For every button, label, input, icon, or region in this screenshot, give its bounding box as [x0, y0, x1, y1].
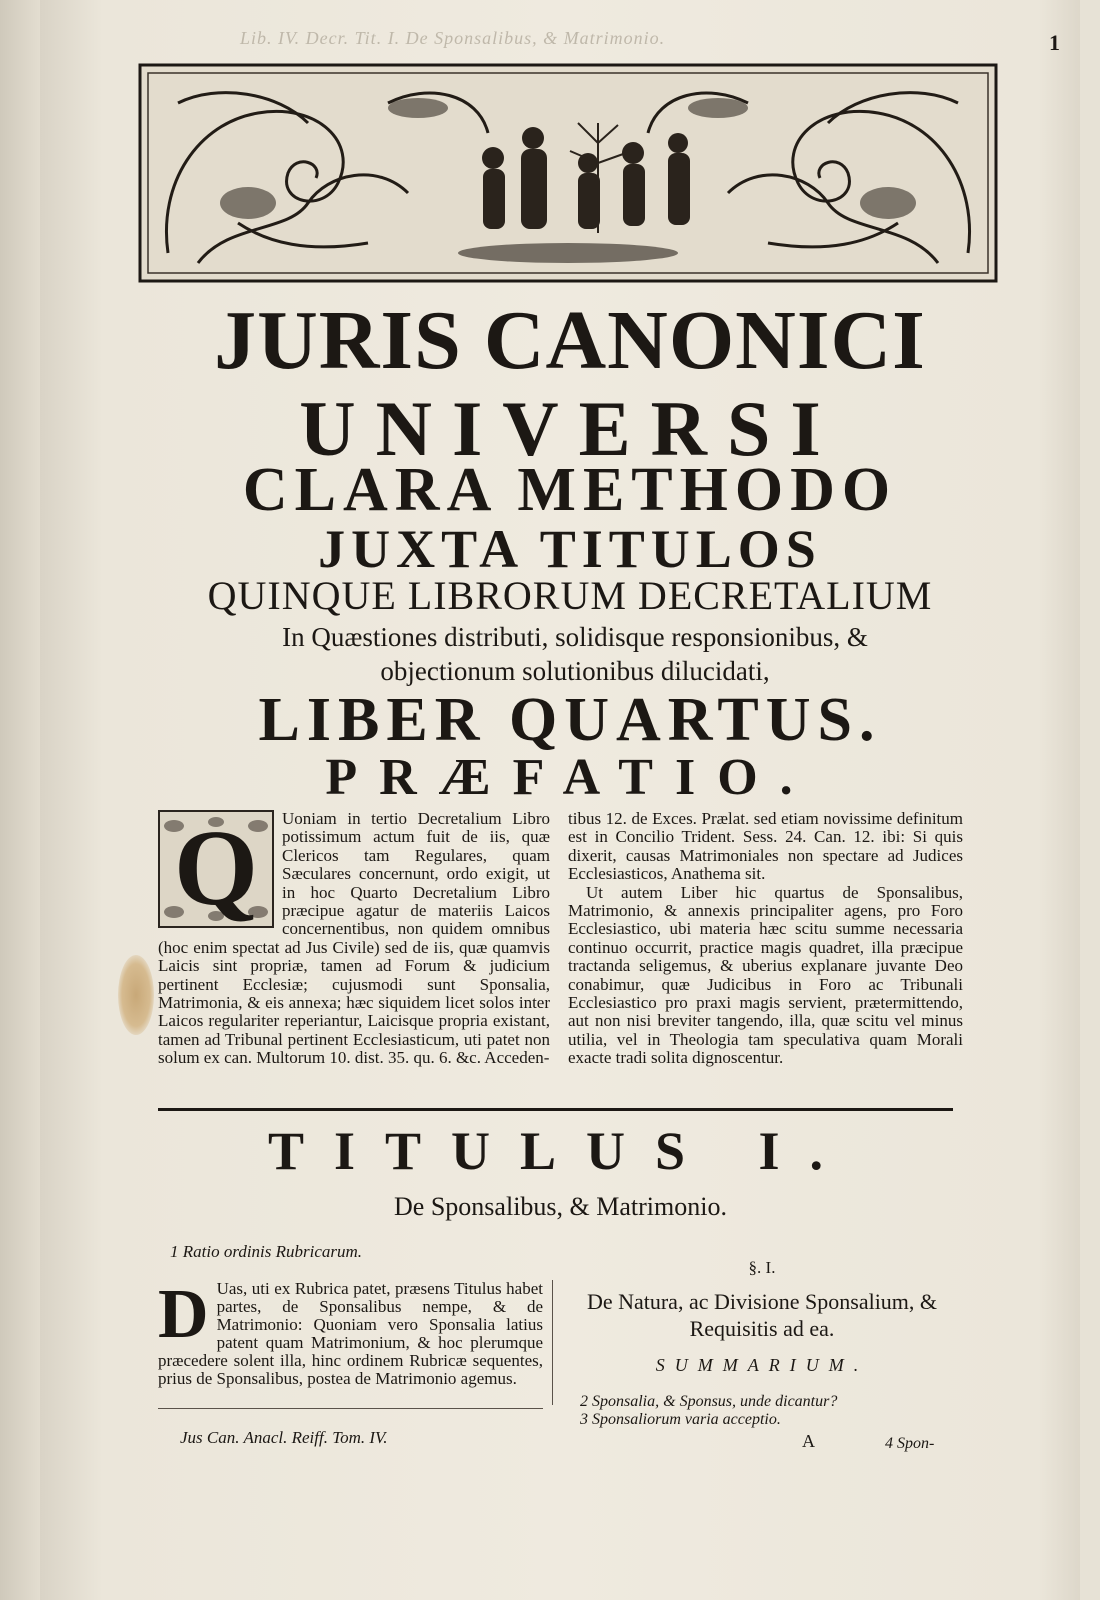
page-number: 1 — [1049, 30, 1060, 55]
running-head-bleedthrough: Lib. IV. Decr. Tit. I. De Sponsalibus, & Matrimonio. — [240, 28, 666, 48]
book-title: LIBER QUARTUS. — [258, 686, 882, 754]
section-rule — [158, 1108, 953, 1111]
title-line-4: JUXTA TITULOS — [318, 519, 822, 579]
title-line-1: JURIS CANONICI — [214, 294, 926, 387]
title-line-5: QUINQUE LIBRORUM DECRETALIUM — [207, 573, 933, 618]
title-line-6: In Quæstiones distributi, solidisque responsionibus, & objectionum solutionibus dilucidati, — [282, 622, 868, 686]
praefatio-right-column — [568, 810, 963, 1068]
titulus-subtitle: De Sponsalibus, & Matrimonio. — [394, 1192, 727, 1221]
footer-imprint: Jus Can. Anacl. Reiff. Tom. IV. — [180, 1428, 388, 1447]
titulus-heading: TITULUS I. — [267, 1121, 854, 1181]
column-bottom-rule — [158, 1408, 543, 1409]
title-line-2: UNIVERSI — [299, 385, 841, 472]
praefatio-left-text: Uoniam in tertio Decretalium Libro potissimum actum fuit de iis, quæ Clericos tam Regulares, quam Sæculares concernunt, ordo exigit, ut in hoc Quarto Decretalium Libro præcipue agatur de materiis Laicos concernentibus, non quidem omnibus (hoc enim spectat ad Jus Civile) sed de iis, quæ quamvis Laicis sint propriæ, tamen ad Forum & judicium pertinent Ecclesiæ; cujusmodi sunt Sponsalia, Matrimonia, & eis annexa; hæc siquidem licet solos inter Laicos regulariter reperiantur, Laicisque propria existant, tamen ad Tribunal pertinent Ecclesiasticum, uti patet non solum ex can. Multorum 10. dist. 35. qu. 6. &c. Acceden- — [158, 809, 550, 1068]
section-mark: §. I. — [748, 1258, 776, 1277]
title-line-3: CLARA METHODO — [242, 456, 898, 524]
decorated-initial — [158, 810, 274, 928]
titulus-body-text: Uas, uti ex Rubrica patet, præsens Titulus habet partes, de Sponsalibus nempe, & de Matrimonio: Quoniam vero Sponsalia latius patent quam Matrimonium, & hoc plerumque præcedere solent illa, hinc ordinem Rubricæ sequentes, prius de Sponsalibus, postea de Matrimonio agemus. — [158, 1279, 543, 1388]
praefatio-right-text-1: tibus 12. de Exces. Prælat. sed etiam novissime definitum est in Concilio Trident. Sess. 24. Can. 12. ibi: Si quis dixerit, causas Matrimoniales non spectare ad Judices Ecclesiasticos, Anathema sit. — [568, 809, 963, 884]
praefatio-heading: PRÆFATIO. — [325, 749, 815, 806]
summarium-item: 3 Sponsaliorum varia acceptio. — [580, 1411, 781, 1428]
summarium-label: SUMMARIUM. — [655, 1355, 869, 1375]
drop-cap: D — [158, 1276, 209, 1353]
paper-stain — [118, 955, 154, 1035]
titulus-body-left — [158, 1276, 543, 1388]
catchword: 4 Spon- — [885, 1435, 935, 1452]
margin-note: 1 Ratio ordinis Rubricarum. — [170, 1242, 363, 1261]
column-divider — [552, 1280, 553, 1405]
ornamental-headpiece — [138, 63, 998, 283]
praefatio-right-text-2: Ut autem Liber hic quartus de Sponsalibus, Matrimonio, & annexis principaliter agens, pro Foro Ecclesiastico, ubi materia hæc scitu summe necessaria continuo occurrit, practice magis quadret, illa præcipue tractanda seligemus, & uberius explanare juvante Deo conabimur, quæ Judicibus in Foro ac Tribunali Ecclesiastico pro praxi magis servient, prætermittendo, aut non nisi breviter tangendo, illa, quæ scitu vel minus utilia, vel in Theologia tam speculativa quam Morali exacte tradi solita dignoscentur. — [568, 882, 963, 1068]
signature-mark: A — [802, 1431, 815, 1451]
summarium-item: 2 Sponsalia, & Sponsus, unde dicantur? — [580, 1393, 838, 1410]
book-gutter — [0, 0, 40, 1600]
initial-letter: Q — [173, 809, 258, 928]
praefatio-left-column — [158, 810, 550, 1068]
section-title: De Natura, ac Divisione Sponsalium, & Requisitis ad ea. — [586, 1289, 938, 1341]
